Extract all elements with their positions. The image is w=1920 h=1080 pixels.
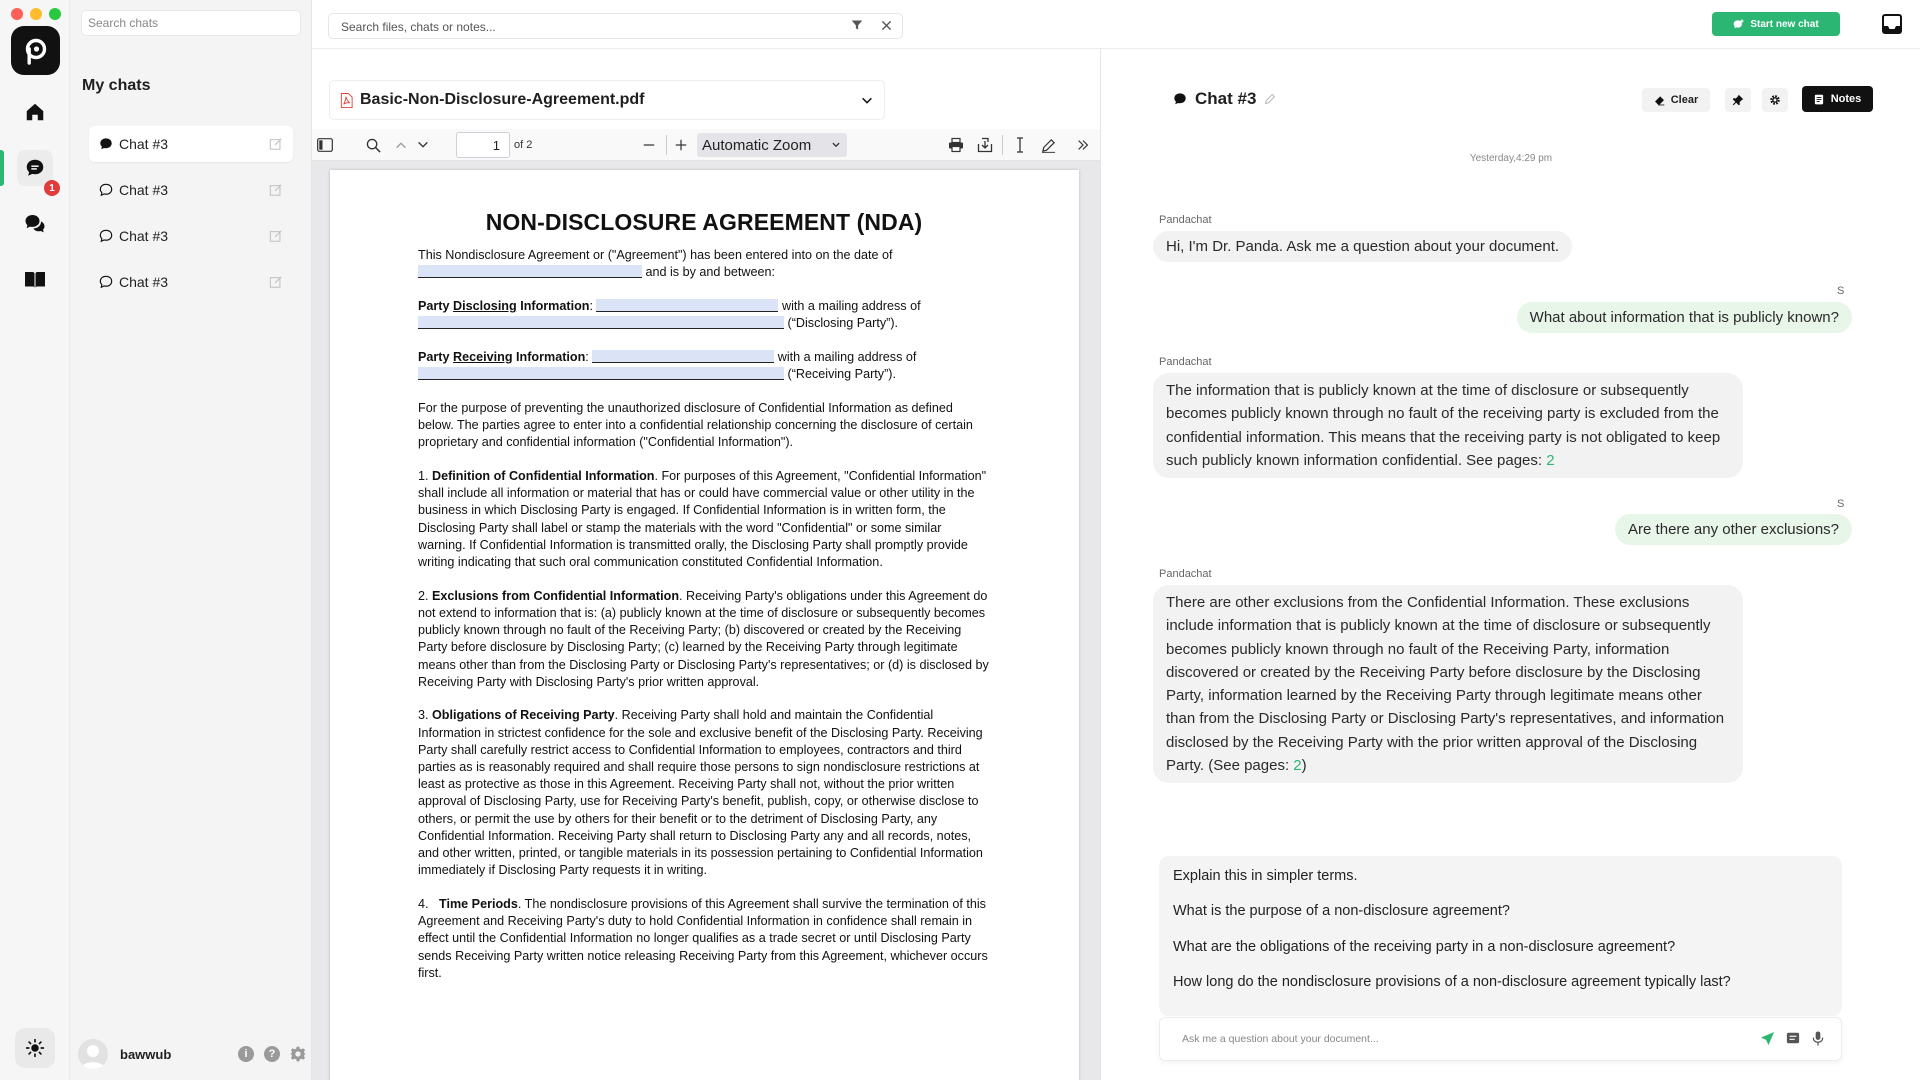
notes-label: Notes bbox=[1830, 93, 1862, 105]
pdf-viewport[interactable] bbox=[312, 161, 1100, 1080]
party-role-text: (“Disclosing Party”). bbox=[787, 316, 899, 331]
section-body: . The nondisclosure provisions of this Agreement shall survive the termination of this Agreement and Receiving Party's duty to hold Confidential Information in confidence shall remain in effect until the Confidential Information no longer qualifies as a trade secret or until Disclosing Party sends Receiving Party written notice releasing Receiving Party from this Agreement, whichever occurs first. bbox=[418, 897, 988, 980]
notes-icon[interactable] bbox=[1786, 1031, 1800, 1045]
party-label-tail: Information bbox=[512, 350, 586, 365]
theme-toggle[interactable] bbox=[15, 1028, 55, 1068]
eraser-icon bbox=[1654, 95, 1665, 106]
intro-paragraph bbox=[418, 247, 990, 281]
zoom-select[interactable] bbox=[697, 133, 847, 157]
edit-icon[interactable] bbox=[269, 275, 283, 289]
filter-icon[interactable] bbox=[851, 19, 863, 31]
download-icon[interactable] bbox=[976, 136, 994, 154]
user-message: Are there any other exclusions? bbox=[1615, 514, 1852, 545]
pdf-file-icon bbox=[340, 93, 353, 108]
chat-list-item[interactable] bbox=[89, 172, 293, 208]
message-input-placeholder: Ask me a question about your document... bbox=[1182, 1033, 1379, 1045]
page-number-input[interactable]: 1 bbox=[456, 132, 510, 158]
page-count: of 2 bbox=[514, 139, 533, 151]
suggested-question[interactable]: What are the obligations of the receiving party in a non-disclosure agreement? bbox=[1173, 938, 1676, 955]
username: bawwub bbox=[120, 1046, 172, 1062]
mailing-address-text: with a mailing address of bbox=[781, 299, 921, 314]
edit-icon[interactable] bbox=[269, 229, 283, 243]
pdf-page bbox=[330, 170, 1079, 1080]
mailing-address-text: with a mailing address of bbox=[777, 350, 917, 365]
user-profile-row bbox=[78, 1037, 306, 1071]
message-composer[interactable] bbox=[1159, 1017, 1842, 1061]
intro-text: This Nondisclosure Agreement or ("Agreement") has been entered into on the date of bbox=[418, 248, 893, 263]
chat-filled-icon bbox=[99, 137, 113, 151]
minimize-window-button[interactable] bbox=[30, 8, 42, 20]
clear-button[interactable] bbox=[1642, 88, 1710, 112]
notes-button[interactable] bbox=[1802, 86, 1873, 112]
edit-icon[interactable] bbox=[269, 137, 283, 151]
chat-list-item[interactable] bbox=[89, 218, 293, 254]
inbox-button[interactable] bbox=[1880, 12, 1904, 36]
info-icon[interactable]: i bbox=[238, 1046, 254, 1062]
file-selector[interactable] bbox=[329, 80, 885, 120]
chat-outline-icon bbox=[99, 183, 113, 197]
search-chats-input[interactable]: Search chats bbox=[81, 10, 301, 36]
page-reference-link[interactable]: 2 bbox=[1293, 757, 1302, 775]
global-search-input[interactable] bbox=[328, 13, 903, 39]
disclosing-party-field[interactable] bbox=[596, 299, 778, 312]
party-label-underlined: Receiving bbox=[453, 350, 513, 365]
clear-search-icon[interactable] bbox=[881, 20, 892, 31]
document-title: NON-DISCLOSURE AGREEMENT (NDA) bbox=[485, 209, 923, 235]
next-page-icon[interactable] bbox=[414, 136, 432, 154]
chat-outline-icon bbox=[99, 229, 113, 243]
bot-message bbox=[1153, 373, 1743, 478]
start-new-chat-label: Start new chat bbox=[1750, 18, 1819, 30]
settings-gear-icon[interactable] bbox=[290, 1046, 306, 1062]
chat-outline-icon bbox=[99, 275, 113, 289]
disclosing-party-paragraph: Party Disclosing Information: with a mailing address of (“Disclosing Party”). bbox=[418, 299, 921, 331]
toolbar-divider bbox=[1002, 135, 1003, 155]
draw-icon[interactable] bbox=[1039, 136, 1057, 154]
window-controls bbox=[11, 8, 61, 20]
chat-title-text: Chat #3 bbox=[1195, 89, 1257, 108]
search-icon[interactable] bbox=[364, 136, 382, 154]
book-icon bbox=[23, 268, 47, 292]
close-window-button[interactable] bbox=[11, 8, 23, 20]
active-indicator bbox=[0, 150, 4, 186]
top-bar bbox=[312, 0, 1920, 49]
page-reference-link[interactable]: 2 bbox=[1546, 451, 1555, 469]
receiving-address-field[interactable] bbox=[418, 367, 784, 380]
chevron-down-icon bbox=[831, 140, 841, 150]
nav-rail bbox=[0, 0, 70, 1080]
chat-settings-button[interactable] bbox=[1762, 88, 1788, 112]
inbox-icon bbox=[1880, 12, 1904, 36]
pandachat-logo-icon bbox=[21, 36, 51, 66]
clear-label: Clear bbox=[1670, 94, 1699, 106]
nav-home[interactable] bbox=[17, 94, 53, 130]
message-sender: Pandachat bbox=[1159, 568, 1212, 580]
purpose-paragraph: For the purpose of preventing the unauthorized disclosure of Confidential Information as defined below. The parties agree to enter into a confidential relationship concerning the disclosure of certain proprietary and confidential information ("Confidential Information"). bbox=[418, 400, 973, 450]
section-body: . Receiving Party shall hold and maintain the Confidential Information in strictest confidence for the sole and exclusive benefit of the Disclosing Party. Receiving Party shall carefully restrict access to Confidential Information to employees, contractors and third parties as is reasonably required and shall require those persons to sign nondisclosure restrictions at least as protective as those in this Agreement. Receiving Party shall not, without the prior written approval of Disclosing Party, use for Receiving Party's benefit, publish, copy, or otherwise disclose to others, or permit the use by others for their benefit or to the detriment of Disclosing Party, any Confidential Information. Receiving Party shall return to Disclosing Party any and all records, notes, and other written, printed, or tangible materials in its possession pertaining to Confidential Information immediately if Disclosing Party requests it in writing. bbox=[418, 708, 983, 878]
notes-icon bbox=[1814, 94, 1824, 105]
chat-filled-icon bbox=[1173, 92, 1187, 106]
bot-message-text: There are other exclusions from the Confidential Information. These exclusions include information that is publicly known at the time of disclosure or subsequently becomes publicly known through no fault of the Receiving Party, information discovered or created by the Receiving Party before disclosure by the Disclosing Party, information learned by the Receiving Party through legitimate means other than from the Disclosing Party or Disclosing Party's representatives, and information disclosed by the Receiving Party with the prior written approval of the Disclosing Party. (See pages: bbox=[1166, 594, 1725, 775]
section-3: 3. Obligations of Receiving Party. Receiving Party shall hold and maintain the Confidential Information in strictest confidence for the sole and exclusive benefit of the Disclosing Party. Receiving Party shall carefully restrict access to Confidential Information to employees, contractors and third parties as is reasonably required and shall require those persons to sign nondisclosure restrictions at least as protective as those in this Agreement. Receiving Party shall not, without the prior written approval of Disclosing Party, use for Receiving Party's benefit, publish, copy, or otherwise disclose to others, or permit the use by others for their benefit or to the detriment of Disclosing Party, any Confidential Information. Receiving Party shall return to Disclosing Party any and all records, notes, and other written, printed, or tangible materials in its possession pertaining to Confidential Information immediately if Disclosing Party requests it in writing. bbox=[418, 708, 983, 878]
help-icon[interactable]: ? bbox=[264, 1046, 280, 1062]
section-2: 2. Exclusions from Confidential Information. Receiving Party's obligations under this Agreement do not extend to information that is: (a) publicly known at the time of disclosure or subsequently becomes publicly known through no fault of the Receiving Party; (b) discovered or created by the Receiving Party before disclosure by Disclosing Party; (c) learned by the Receiving Party through legitimate means other than from the Disclosing Party or Disclosing Party's representatives; or (d) is disclosed by Receiving Party with Disclosing Party's prior written approval. bbox=[418, 588, 989, 689]
bot-message-text: The information that is publicly known at the time of disclosure or subsequently becomes publicly known through no fault of the receiving party is excluded from the confidential information. This means that the receiving party is not obligated to keep such publicly known information confidential. See pages: bbox=[1166, 382, 1721, 469]
zoom-in-icon[interactable] bbox=[672, 136, 690, 154]
sun-icon bbox=[25, 1038, 45, 1058]
message-sender: Pandachat bbox=[1159, 356, 1212, 368]
microphone-icon[interactable] bbox=[1812, 1031, 1824, 1046]
sidebar-toggle-icon[interactable] bbox=[316, 136, 334, 154]
message-sender: S bbox=[1837, 285, 1845, 297]
zoom-out-icon[interactable] bbox=[640, 136, 658, 154]
chat-panel bbox=[1100, 49, 1920, 1080]
send-icon[interactable] bbox=[1760, 1031, 1775, 1046]
suggested-question[interactable]: What is the purpose of a non-disclosure agreement? bbox=[1173, 903, 1510, 920]
chat-item-label: Chat #3 bbox=[119, 136, 169, 152]
bot-message-tail: ) bbox=[1301, 757, 1307, 775]
pdf-toolbar bbox=[312, 129, 1100, 161]
chat-list-item[interactable] bbox=[89, 264, 293, 300]
chat-list-sidebar bbox=[70, 0, 312, 1080]
chat-list-item[interactable] bbox=[89, 126, 293, 162]
party-label: Party bbox=[418, 350, 454, 365]
chat-item-label: Chat #3 bbox=[119, 228, 169, 244]
section-heading: Exclusions from Confidential Information bbox=[432, 588, 680, 603]
edit-icon[interactable] bbox=[269, 183, 283, 197]
rename-pencil-icon[interactable] bbox=[1264, 93, 1276, 105]
avatar[interactable] bbox=[78, 1039, 108, 1069]
app-logo[interactable] bbox=[11, 26, 60, 75]
suggested-question[interactable]: Explain this in simpler terms. bbox=[1173, 868, 1358, 884]
toolbar-divider bbox=[666, 135, 667, 155]
print-icon[interactable] bbox=[947, 136, 965, 154]
text-cursor-icon[interactable] bbox=[1011, 136, 1029, 154]
date-field[interactable] bbox=[418, 265, 642, 278]
section-1: 1. Definition of Confidential Information. For purposes of this Agreement, "Confidential Information" shall include all information or material that has or could have commercial value or other utility in the business in which Disclosing Party is engaged. If Confidential Information is in written form, the Disclosing Party shall label or stamp the materials with the word "Confidential" or some similar warning. If Confidential Information is transmitted orally, the Disclosing Party shall promptly provide writing indicating that such oral communication constituted Confidential Information. bbox=[418, 469, 987, 570]
suggested-question[interactable]: How long do the nondisclosure provisions of a non-disclosure agreement typically last? bbox=[1173, 973, 1731, 990]
maximize-window-button[interactable] bbox=[49, 8, 61, 20]
intro-text-b: and is by and between: bbox=[645, 265, 776, 280]
nav-library[interactable] bbox=[17, 262, 53, 298]
section-body: . For purposes of this Agreement, "Confidential Information" shall include all information or material that has or could have commercial value or other utility in the business in which Disclosing Party is engaged. If Confidential Information is in written form, the Disclosing Party shall label or stamp the materials with the word "Confidential" or some similar warning. If Confidential Information is transmitted orally, the Disclosing Party shall promptly provide writing indicating that such oral communication constituted Confidential Information. bbox=[418, 469, 987, 570]
section-heading: Time Periods bbox=[439, 897, 518, 911]
message-timestamp: Yesterday,4:29 pm bbox=[1469, 153, 1553, 164]
message-sender: Pandachat bbox=[1159, 214, 1212, 226]
gear-icon bbox=[1769, 94, 1781, 106]
section-body: . Receiving Party's obligations under this Agreement do not extend to information that is: (a) publicly known at the time of disclosure or subsequently becomes publicly known through no fault of the Receiving Party; (b) discovered or created by the Receiving Party before disclosure by Disclosing Party; (c) learned by the Receiving Party through legitimate means other than from the Disclosing Party or Disclosing Party's representatives; or (d) is disclosed by Receiving Party with Disclosing Party's prior written approval. bbox=[418, 588, 989, 689]
document-content bbox=[418, 209, 990, 999]
party-label: Party bbox=[418, 299, 454, 314]
chevron-down-icon bbox=[860, 93, 874, 107]
more-tools-icon[interactable] bbox=[1074, 136, 1092, 154]
section-heading: Definition of Confidential Information bbox=[432, 469, 655, 484]
section-heading: Obligations of Receiving Party bbox=[432, 708, 615, 723]
nav-conversations[interactable] bbox=[17, 206, 53, 242]
global-search-placeholder: Search files, chats or notes... bbox=[341, 20, 496, 34]
receiving-party-field[interactable] bbox=[592, 350, 774, 363]
user-icon bbox=[78, 1039, 108, 1069]
my-chats-heading: My chats bbox=[82, 77, 151, 94]
previous-page-icon[interactable] bbox=[392, 136, 410, 154]
party-label-underlined: Disclosing bbox=[453, 299, 517, 314]
zoom-value: Automatic Zoom bbox=[702, 137, 812, 154]
pin-button[interactable] bbox=[1725, 88, 1751, 112]
party-label-tail: Information bbox=[516, 299, 590, 314]
new-chat-icon bbox=[1733, 19, 1744, 30]
chat-item-label: Chat #3 bbox=[119, 274, 169, 290]
chat-item-label: Chat #3 bbox=[119, 182, 169, 198]
file-name: Basic-Non-Disclosure-Agreement.pdf bbox=[360, 91, 645, 108]
pdf-panel bbox=[312, 49, 1100, 1080]
party-role-text: (“Receiving Party”). bbox=[787, 367, 896, 382]
suggested-questions bbox=[1159, 856, 1842, 1016]
chat-header-title bbox=[1173, 89, 1276, 109]
section-4: 4. Time Periods. The nondisclosure provisions of this Agreement shall survive the termination of this Agreement and Receiving Party's duty to hold Confidential Information in confidence shall remain in effect until the Confidential Information no longer qualifies as a trade secret or until Disclosing Party sends Receiving Party written notice releasing Receiving Party from this Agreement, whichever occurs first. bbox=[418, 897, 988, 980]
disclosing-address-field[interactable] bbox=[418, 316, 784, 329]
pin-icon bbox=[1732, 94, 1744, 106]
home-icon bbox=[24, 101, 46, 123]
bot-message bbox=[1153, 585, 1743, 783]
chats-icon bbox=[23, 212, 47, 236]
receiving-party-paragraph: Party Receiving Information: with a mailing address of (“Receiving Party”). bbox=[418, 350, 917, 382]
message-sender: S bbox=[1837, 498, 1845, 510]
start-new-chat-button[interactable] bbox=[1712, 12, 1840, 36]
unread-badge: 1 bbox=[44, 180, 60, 196]
bot-message: Hi, I'm Dr. Panda. Ask me a question about your document. bbox=[1153, 231, 1572, 262]
chat-bubble-icon bbox=[24, 157, 46, 179]
user-message: What about information that is publicly known? bbox=[1517, 302, 1852, 333]
